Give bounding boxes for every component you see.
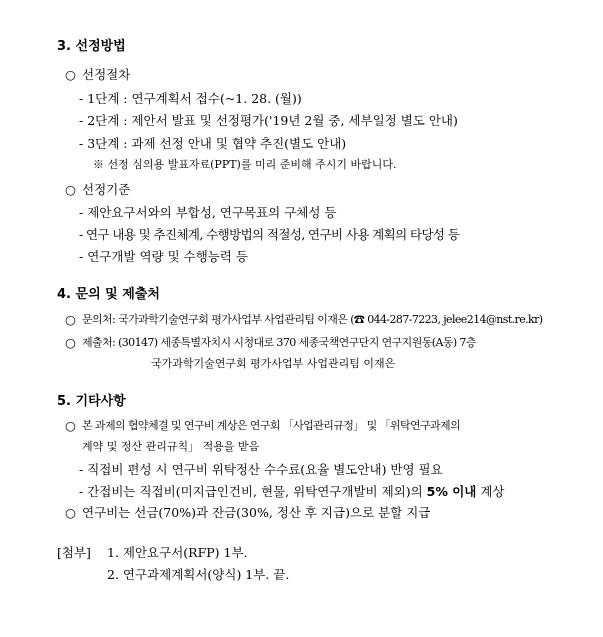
selection-procedure-title: 선정절차 bbox=[82, 67, 131, 82]
other-item-1-line-1: 본 과제의 협약체결 및 연구비 계상은 연구회 「사업관리규정」 및 「위탁연구과제의 bbox=[82, 419, 461, 432]
other-item-2: 연구비는 선금(70%)과 잔금(30%, 정산 후 지급)으로 분할 지급 bbox=[82, 505, 431, 520]
attachment-1: 1. 제안요구서(RFP) 1부. bbox=[107, 545, 248, 560]
other-item-1-line-2: 계약 및 정산 관리규칙」 적용을 받음 bbox=[82, 440, 260, 453]
direct-cost-item: - 직접비 편성 시 연구비 위탁정산 수수료(요율 별도안내) 반영 필요 bbox=[79, 462, 443, 477]
procedure-step-2: - 2단계 : 제안서 발표 및 선정평가('19년 2월 중, 세부일정 별도 안내) bbox=[79, 113, 458, 128]
contact-info: 문의처: 국가과학기술연구회 평가사업부 사업관리팀 이재은 (☎ 044-287-7223, jelee214@nst.re.kr) bbox=[82, 313, 543, 326]
other-item-1-bullet: ○ bbox=[65, 418, 76, 433]
selection-criteria-bullet: ○ bbox=[65, 182, 76, 197]
criteria-item-1: - 제안요구서와의 부합성, 연구목표의 구체성 등 bbox=[79, 205, 337, 220]
submit-bullet: ○ bbox=[65, 335, 76, 350]
submit-address: 제출처: (30147) 세종특별자치시 시청대로 370 세종국책연구단지 연구지원동(A동) 7층 bbox=[82, 336, 476, 349]
section-4-heading: 4. 문의 및 제출처 bbox=[57, 287, 160, 302]
attachment-2: 2. 연구과제계획서(양식) 1부. 끝. bbox=[107, 567, 290, 582]
attachments-label: [첨부] bbox=[57, 545, 91, 560]
procedure-step-3: - 3단계 : 과제 선정 안내 및 협약 추진(별도 안내) bbox=[79, 136, 347, 151]
submit-recipient: 국가과학기술연구회 평가사업부 사업관리팀 이재은 bbox=[151, 357, 396, 370]
presentation-note: ※ 선정 심의용 발표자료(PPT)를 미리 준비해 주시기 바랍니다. bbox=[93, 158, 397, 171]
selection-procedure-bullet: ○ bbox=[65, 67, 76, 82]
indirect-cost-text: - 간접비는 직접비(미지급인건비, 현물, 위탁연구개발비 제외)의 bbox=[79, 484, 427, 499]
section-3-heading: 3. 선정방법 bbox=[57, 39, 126, 54]
procedure-step-1: - 1단계 : 연구계획서 접수(~1. 28. (월)) bbox=[79, 91, 302, 106]
other-item-2-bullet: ○ bbox=[65, 505, 76, 520]
criteria-item-3: - 연구개발 역량 및 수행능력 등 bbox=[79, 249, 248, 264]
contact-bullet: ○ bbox=[65, 312, 76, 327]
criteria-item-2: - 연구 내용 및 추진체계, 수행방법의 적절성, 연구비 사용 계획의 타당성 등 bbox=[79, 227, 460, 242]
indirect-cost-limit: 5% 이내 bbox=[426, 484, 477, 499]
indirect-cost-suffix: 계상 bbox=[476, 484, 505, 499]
indirect-cost-item bbox=[79, 484, 505, 500]
section-5-heading: 5. 기타사항 bbox=[57, 394, 126, 409]
selection-criteria-title: 선정기준 bbox=[82, 182, 131, 197]
